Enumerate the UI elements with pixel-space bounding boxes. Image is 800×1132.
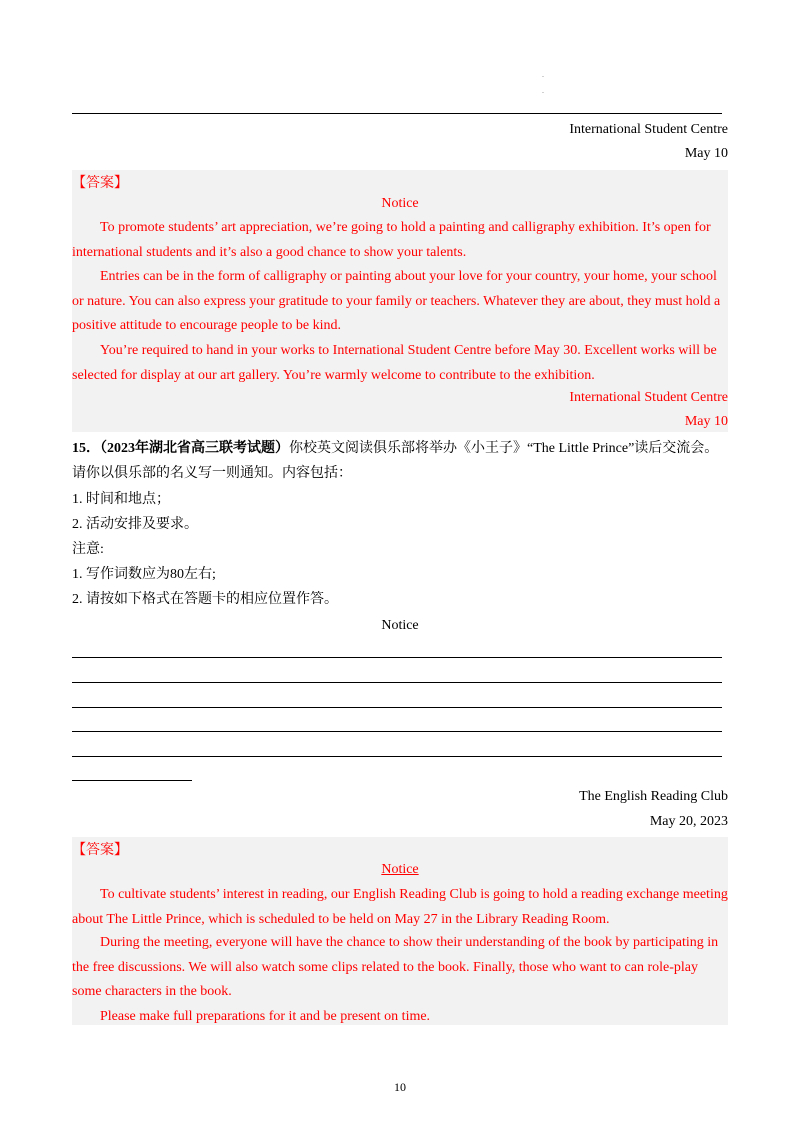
answer-signature-org: International Student Centre — [569, 390, 728, 405]
writing-line — [72, 682, 722, 683]
question-source: （2023年湖北省高三联考试题） — [100, 441, 289, 456]
answer-paragraph: Entries can be in the form of calligraphy or painting about your love for your country, your home, your school or nature. You can also express your gratitude to your family or teachers. Whatever they are about, they must hold a positive attitude to encourage people to be kind. — [72, 269, 721, 333]
answer-paragraph: During the meeting, everyone will have the chance to show their understanding of the book by participating in the free discussions. We will also watch some clips related to the book. Finally, those who want to can role-play some characters in the book. — [72, 935, 719, 999]
writing-line — [72, 756, 722, 757]
signature-date: May 10 — [684, 146, 728, 161]
content-item: 2. 活动安排及要求。 — [72, 517, 198, 532]
answer-notice-title: Notice — [381, 196, 419, 211]
answer-notice-title: Notice — [381, 862, 419, 877]
content-item: 1. 时间和地点； — [72, 492, 170, 507]
answer-paragraph: To promote students’ art appreciation, we’re going to hold a painting and calligraphy exhibition. It’s open for international students and it’s also a good chance to show your talents. — [72, 220, 711, 260]
page-number: 10 — [394, 1080, 406, 1094]
writing-line — [72, 731, 722, 732]
top-dot: . — [542, 70, 544, 79]
answer-signature-date: May 10 — [684, 414, 728, 429]
answer-paragraph: Please make full preparations for it and be present on time. — [100, 1009, 431, 1024]
writing-line — [72, 657, 722, 658]
notice-title: Notice — [381, 618, 419, 633]
answer-tag: 【答案】 — [72, 176, 128, 191]
answer-tag: 【答案】 — [72, 843, 128, 858]
question-number: 15． — [72, 441, 100, 456]
note-label: 注意: — [72, 542, 104, 557]
top-dot: . — [542, 86, 544, 95]
note-item: 1. 写作词数应为80左右; — [72, 567, 216, 582]
writing-line — [72, 113, 722, 114]
writing-line-short — [72, 780, 192, 781]
writing-line — [72, 707, 722, 708]
note-item: 2. 请按如下格式在答题卡的相应位置作答。 — [72, 592, 338, 607]
signature-org: The English Reading Club — [579, 789, 728, 804]
answer-paragraph: To cultivate students’ interest in reading, our English Reading Club is going to hold a reading exchange meeting about The Little Prince, which is scheduled to be held on May 27 in the Library Reading Room. — [72, 887, 728, 927]
signature-date: May 20, 2023 — [649, 814, 728, 829]
signature-org: International Student Centre — [569, 122, 728, 137]
question-text: 你校英文阅读俱乐部将举办《小王子》“The Little Prince”读后交流会。请你以俱乐部的名义写一则通知。内容包括： — [72, 441, 719, 481]
answer-paragraph: You’re required to hand in your works to International Student Centre before May 30. Excellent works will be selected for display at our art gallery. You’re warmly welcome to contribute to the exhibition. — [72, 343, 717, 383]
question-stem — [72, 437, 722, 486]
